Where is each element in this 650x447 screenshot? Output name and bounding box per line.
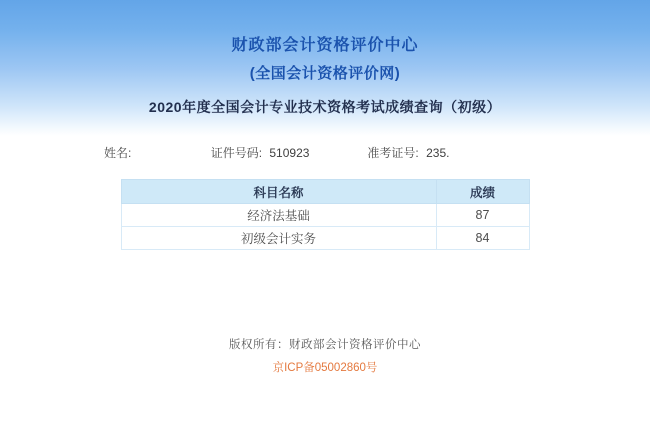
id-number-value: 510923	[269, 146, 310, 160]
candidate-info-row	[0, 144, 650, 161]
copyright-text: 版权所有：财政部会计资格评价中心	[229, 339, 421, 351]
subject-cell: 经济法基础	[121, 204, 436, 227]
table-row	[121, 204, 529, 227]
admission-ticket-value: 235.	[426, 146, 450, 160]
header-banner	[0, 0, 650, 136]
page-title: 2020年度全国会计专业技术资格考试成绩查询（初级）	[148, 99, 502, 115]
org-subtitle: (全国会计资格评价网)	[249, 65, 401, 82]
score-cell: 84	[436, 227, 529, 250]
id-number-label: 证件号码:	[210, 146, 263, 160]
score-table	[121, 179, 530, 250]
table-header-row	[121, 180, 529, 204]
name-label: 姓名:	[104, 146, 132, 160]
score-cell: 87	[436, 204, 529, 227]
icp-link[interactable]: 京ICP备05002860号	[272, 362, 378, 374]
footer	[0, 336, 650, 447]
id-number-field	[211, 144, 310, 161]
table-row	[121, 227, 529, 250]
admission-ticket-field	[367, 144, 449, 161]
score-column-header: 成绩	[436, 180, 529, 204]
subject-column-header: 科目名称	[121, 180, 436, 204]
name-field	[104, 144, 153, 161]
admission-ticket-label: 准考证号:	[367, 146, 419, 160]
org-title: 财政部会计资格评价中心	[231, 37, 419, 54]
subject-cell: 初级会计实务	[121, 227, 436, 250]
